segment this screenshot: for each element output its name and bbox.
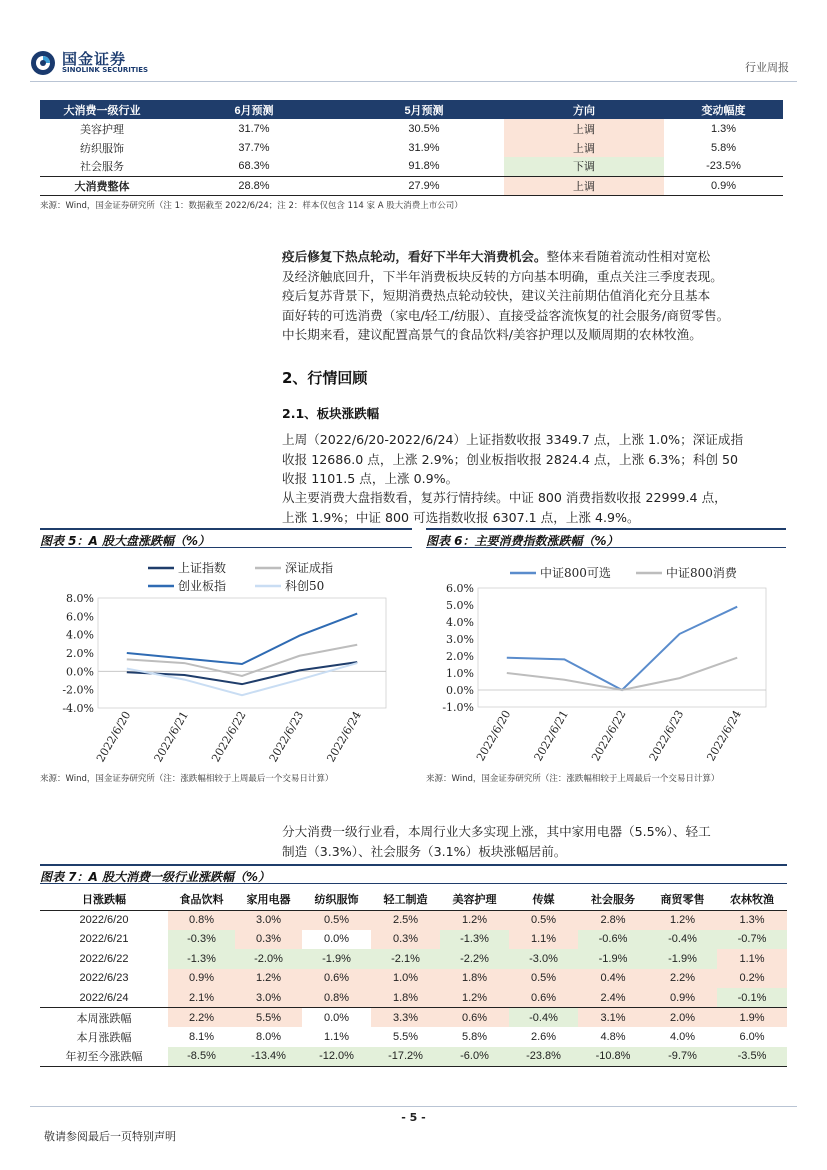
market-line: 收报 1101.5 点，上涨 0.9%。 — [282, 471, 459, 486]
table-cell: -0.4% — [509, 1008, 578, 1028]
table-cell: -1.9% — [302, 949, 371, 969]
summary-lead: 疫后修复下热点轮动，看好下半年大消费机会。 — [282, 249, 547, 264]
table-cell: 3.3% — [371, 1008, 440, 1028]
may-forecast: 27.9% — [344, 176, 504, 195]
table-cell: 0.4% — [578, 969, 648, 989]
fig5-title: 图表 5：A 股大盘涨跌幅（%） — [40, 528, 412, 548]
table-row — [40, 1008, 787, 1028]
y-tick-label: 1.0% — [446, 667, 474, 680]
logo-en-text: SINOLINK SECURITIES — [62, 66, 149, 74]
table-cell: -17.2% — [371, 1047, 440, 1067]
table-cell: 1.1% — [323, 1030, 350, 1043]
legend-label: 上证指数 — [178, 561, 227, 575]
table-cell: 1.9% — [717, 1008, 787, 1028]
table-cell: 2.8% — [578, 910, 648, 930]
col-header: 纺织服饰 — [302, 888, 371, 910]
table-cell: 0.9% — [648, 988, 717, 1008]
series-line — [127, 614, 357, 664]
row-label: 2022/6/23 — [79, 972, 129, 985]
table-row — [40, 157, 783, 176]
y-tick-label: 6.0% — [66, 610, 94, 624]
table-cell: -23.8% — [509, 1047, 578, 1067]
table-cell: 0.3% — [235, 930, 302, 950]
may-forecast: 31.9% — [408, 141, 440, 154]
table-cell: -0.1% — [717, 988, 787, 1008]
table-cell: 1.1% — [509, 930, 578, 950]
x-tick-label: 2022/6/24 — [704, 708, 744, 764]
industry-name: 大消费整体 — [40, 176, 164, 195]
summary-line: 及经济触底回升，下半年消费板块反转的方向基本明确，重点关注三季度表现。 — [282, 268, 723, 284]
col-header: 农林牧渔 — [717, 888, 787, 910]
table-row — [40, 1027, 787, 1047]
x-tick-label: 2022/6/21 — [151, 709, 191, 765]
y-tick-label: 6.0% — [446, 582, 474, 595]
table-cell: 2.5% — [371, 910, 440, 930]
consumer-line: 从主要消费大盘指数看，复苏行情持续。中证 800 消费指数收报 22999.4 点， — [282, 490, 727, 505]
table1-source: 来源：Wind，国金证券研究所（注 1：数据截至 2022/6/24；注 2：样本仅包含 114 家 A 股大消费上市公司） — [40, 201, 463, 211]
y-tick-label: 0.0% — [66, 665, 94, 679]
legend-label: 科创50 — [285, 579, 325, 593]
consumer-paragraph — [282, 488, 787, 527]
y-tick-label: 2.0% — [66, 647, 94, 660]
section-heading: 2、行情回顾 — [282, 369, 368, 387]
col-header: 美容护理 — [440, 888, 509, 910]
table-cell: 2.0% — [648, 1008, 717, 1028]
col-header: 传媒 — [509, 888, 578, 910]
jun-forecast: 68.3% — [238, 160, 270, 173]
y-tick-label: 4.0% — [66, 628, 94, 642]
table-cell: 3.0% — [235, 988, 302, 1008]
y-tick-label: 0.0% — [446, 684, 474, 697]
table-row — [40, 138, 783, 157]
jun-forecast: 37.7% — [238, 141, 270, 154]
industry-table-header — [40, 888, 787, 910]
col-header: 方向 — [504, 100, 664, 119]
table-cell: 1.3% — [717, 910, 787, 930]
jun-forecast: 28.8% — [164, 176, 344, 195]
market-paragraph — [282, 430, 787, 489]
table-cell: -1.3% — [440, 930, 509, 950]
table-cell: 0.0% — [323, 933, 350, 946]
table-cell: -12.0% — [302, 1047, 371, 1067]
y-tick-label: -1.0% — [442, 701, 474, 714]
x-tick-label: 2022/6/23 — [266, 709, 307, 765]
y-tick-label: 5.0% — [446, 599, 474, 612]
footer-disclaimer: 敬请参阅最后一页特别声明 — [44, 1130, 176, 1143]
row-label: 2022/6/24 — [79, 991, 129, 1004]
table-cell: 4.8% — [600, 1030, 626, 1043]
table-cell: 8.1% — [188, 1030, 215, 1043]
row-label: 年初至今涨跌幅 — [40, 1047, 168, 1067]
table-row — [40, 910, 787, 930]
table-cell: -1.9% — [648, 949, 717, 969]
col-header: 5月预测 — [344, 100, 504, 119]
x-tick-label: 2022/6/22 — [209, 709, 249, 765]
change: -23.5% — [706, 160, 741, 173]
series-line — [507, 658, 737, 690]
industry-name: 纺织服饰 — [80, 142, 124, 155]
page-number: - 5 - — [401, 1111, 426, 1124]
change: 1.3% — [710, 122, 737, 135]
table-cell: 5.8% — [461, 1030, 488, 1043]
table-cell: 0.2% — [717, 969, 787, 989]
market-line: 上周（2022/6/20-2022/6/24）上证指数收报 3349.7 点，上涨 1.0%；深证成指 — [282, 432, 744, 447]
table-cell: -10.8% — [578, 1047, 648, 1067]
y-tick-label: -2.0% — [62, 683, 94, 697]
legend-label: 创业板指 — [178, 579, 227, 593]
company-logo — [30, 46, 190, 78]
industry-change-table — [40, 888, 787, 1067]
logo-cn-text: 国金证券 — [62, 50, 127, 68]
forecast-table-header — [40, 100, 783, 119]
x-tick-label: 2022/6/20 — [473, 708, 514, 764]
table-cell: 0.6% — [302, 969, 371, 989]
table-cell: -1.3% — [168, 949, 235, 969]
table-cell: 1.0% — [371, 969, 440, 989]
col-header: 变动幅度 — [664, 100, 783, 119]
summary-line: 面好转的可选消费（家电/轻工/纺服）、直接受益客流恢复的社会服务/商贸零售。 — [282, 307, 730, 323]
table-cell: -2.2% — [440, 949, 509, 969]
row-label: 2022/6/20 — [79, 914, 129, 926]
footer-divider — [30, 1106, 797, 1107]
table-cell: 0.0% — [302, 1008, 371, 1028]
industry-name: 美容护理 — [80, 123, 124, 136]
table-cell: -13.4% — [235, 1047, 302, 1067]
legend-label: 中证800消费 — [666, 566, 737, 580]
table-cell: 2.2% — [168, 1008, 235, 1028]
direction: 下调 — [504, 157, 664, 176]
subsection-heading: 2.1、板块涨跌幅 — [282, 406, 380, 421]
col-header: 商贸零售 — [648, 888, 717, 910]
industry-line: 制造（3.3%）、社会服务（3.1%）板块涨幅居前。 — [282, 843, 567, 859]
consumer-line: 上涨 1.9%；中证 800 可选指数收报 6307.1 点，上涨 4.9%。 — [282, 509, 640, 525]
row-label: 2022/6/22 — [79, 952, 129, 965]
table-cell: 4.0% — [669, 1030, 696, 1043]
col-header: 6月预测 — [164, 100, 344, 119]
table-row — [40, 1047, 787, 1067]
col-header: 社会服务 — [578, 888, 648, 910]
direction: 上调 — [504, 138, 664, 157]
table-cell: -2.1% — [371, 949, 440, 969]
table-cell: -0.3% — [168, 930, 235, 950]
row-label: 本月涨跌幅 — [76, 1031, 132, 1044]
summary-line: 中长期来看，建议配置高景气的食品饮料/美容护理以及顺周期的农林牧渔。 — [282, 327, 702, 342]
x-tick-label: 2022/6/24 — [324, 709, 364, 765]
col-header: 轻工制造 — [371, 888, 440, 910]
table-cell: -8.5% — [168, 1047, 235, 1067]
industry-name: 社会服务 — [80, 161, 124, 174]
fig6-title: 图表 6：主要消费指数涨跌幅（%） — [426, 528, 786, 548]
table-row — [40, 969, 787, 989]
table-cell: 2.6% — [530, 1030, 557, 1043]
y-tick-label: 4.0% — [446, 616, 474, 629]
industry-line: 分大消费一级行业看，本周行业大多实现上涨，其中家用电器（5.5%）、轻工 — [282, 824, 711, 839]
table-cell: -0.4% — [648, 930, 717, 950]
market-line: 收报 12686.0 点，上涨 2.9%；创业板指收报 2824.4 点，上涨 6.3%；科创 50 — [282, 451, 739, 467]
table-cell: -3.5% — [717, 1047, 787, 1067]
table-cell: 0.9% — [168, 969, 235, 989]
table-cell: 8.0% — [255, 1030, 282, 1043]
table-cell: 1.1% — [717, 949, 787, 969]
market-index-chart — [40, 552, 412, 767]
legend-label: 深证成指 — [285, 561, 334, 575]
table-cell: 0.6% — [509, 988, 578, 1008]
table-cell: 2.2% — [648, 969, 717, 989]
table-cell: -1.9% — [578, 949, 648, 969]
fig5-source: 来源：Wind，国金证券研究所（注：涨跌幅相较于上周最后一个交易日计算） — [40, 774, 334, 784]
table-cell: 0.8% — [168, 910, 235, 930]
x-tick-label: 2022/6/21 — [531, 708, 571, 764]
table-cell: 6.0% — [739, 1030, 765, 1043]
table-cell: 1.2% — [648, 910, 717, 930]
industry-paragraph — [282, 822, 787, 861]
row-label: 本周涨跌幅 — [40, 1008, 168, 1028]
direction: 上调 — [504, 119, 664, 138]
x-tick-label: 2022/6/20 — [93, 709, 134, 765]
x-tick-label: 2022/6/23 — [646, 708, 687, 764]
table-row — [40, 930, 787, 950]
table-cell: -3.0% — [509, 949, 578, 969]
change: 5.8% — [710, 141, 737, 154]
table-cell: 1.2% — [440, 910, 509, 930]
col-header: 日涨跌幅 — [40, 888, 168, 910]
summary-line: 整体来看随着流动性相对宽松 — [546, 249, 711, 264]
fig6-source: 来源：Wind，国金证券研究所（注：涨跌幅相较于上周最后一个交易日计算） — [426, 774, 720, 784]
total-row — [40, 176, 783, 195]
table-row — [40, 949, 787, 969]
table-cell: -6.0% — [440, 1047, 509, 1067]
table-cell: 1.8% — [371, 988, 440, 1008]
logo-mark-icon — [30, 50, 56, 76]
table-cell: 2.4% — [578, 988, 648, 1008]
page-header — [30, 42, 797, 82]
col-header: 大消费一级行业 — [40, 100, 164, 119]
col-header: 家用电器 — [235, 888, 302, 910]
consumer-index-chart — [426, 552, 786, 767]
row-label: 2022/6/21 — [79, 933, 129, 946]
y-tick-label: -4.0% — [62, 702, 94, 715]
may-forecast: 30.5% — [408, 122, 440, 135]
table-cell: 5.5% — [235, 1008, 302, 1028]
table-cell: 1.2% — [235, 969, 302, 989]
change: 0.9% — [664, 176, 783, 195]
table-cell: 0.5% — [509, 969, 578, 989]
table-cell: 2.1% — [168, 988, 235, 1008]
table-cell: -2.0% — [235, 949, 302, 969]
table-cell: 0.3% — [371, 930, 440, 950]
table-cell: 5.5% — [392, 1030, 419, 1043]
y-tick-label: 8.0% — [66, 592, 94, 605]
table-cell: 1.2% — [440, 988, 509, 1008]
y-tick-label: 3.0% — [446, 633, 474, 646]
table-cell: 3.0% — [235, 910, 302, 930]
table-cell: -0.6% — [578, 930, 648, 950]
forecast-table — [40, 100, 783, 196]
direction: 上调 — [504, 176, 664, 195]
plot-frame — [98, 598, 386, 708]
y-tick-label: 2.0% — [446, 650, 474, 663]
summary-line: 疫后复苏背景下，短期消费热点轮动较快，建议关注前期估值消化充分且基本 — [282, 288, 711, 303]
table-cell: 0.8% — [302, 988, 371, 1008]
col-header: 食品饮料 — [168, 888, 235, 910]
table-row — [40, 119, 783, 138]
summary-paragraph — [282, 247, 787, 345]
x-tick-label: 2022/6/22 — [589, 708, 629, 764]
table-cell: 1.8% — [440, 969, 509, 989]
table-cell: 0.5% — [302, 910, 371, 930]
may-forecast: 91.8% — [408, 160, 440, 173]
table-cell: 0.6% — [440, 1008, 509, 1028]
fig7-title: 图表 7：A 股大消费一级行业涨跌幅（%） — [40, 864, 787, 884]
table-cell: 3.1% — [578, 1008, 648, 1028]
legend-label: 中证800可选 — [540, 566, 611, 580]
table-row — [40, 988, 787, 1008]
report-type: 行业周报 — [745, 61, 789, 74]
table-cell: -0.7% — [717, 930, 787, 950]
jun-forecast: 31.7% — [238, 122, 270, 135]
table-cell: -9.7% — [648, 1047, 717, 1067]
table-cell: 0.5% — [509, 910, 578, 930]
